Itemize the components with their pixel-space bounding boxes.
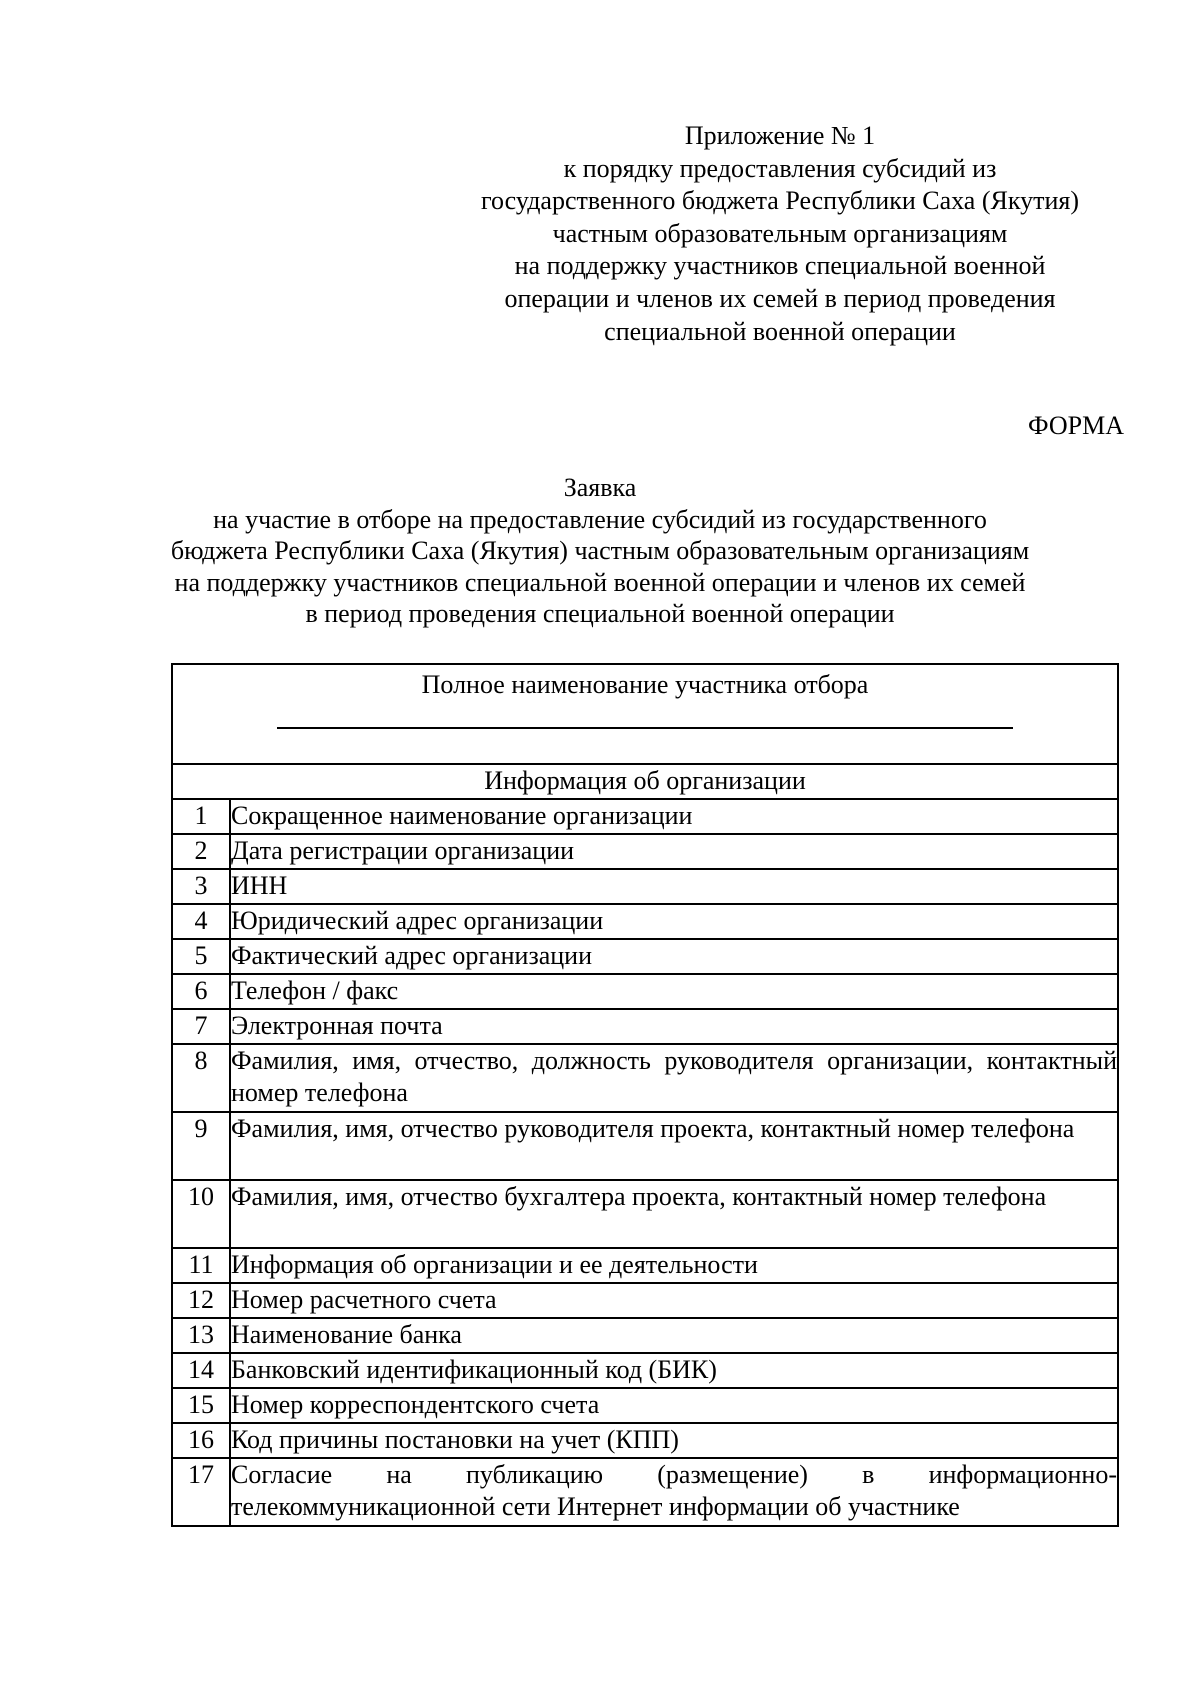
- row-number: 17: [172, 1458, 230, 1526]
- table-row: [172, 1283, 1118, 1318]
- row-number: 5: [172, 939, 230, 974]
- appendix-line: операции и членов их семей в период проведения: [504, 283, 1056, 313]
- table-row: [172, 1423, 1118, 1458]
- row-label: Согласие на публикацию (размещение) в информационно-телекоммуникационной сети Интернет информации об участнике: [230, 1458, 1118, 1526]
- row-number: 7: [172, 1009, 230, 1044]
- appendix-title: Приложение № 1: [684, 121, 876, 150]
- row-label: Номер корреспондентского счета: [230, 1388, 1118, 1423]
- row-label: Информация об организации и ее деятельности: [230, 1248, 1118, 1283]
- row-number: 9: [172, 1112, 230, 1180]
- row-label: Электронная почта: [230, 1009, 1118, 1044]
- table-row: [172, 1458, 1118, 1526]
- form-label: ФОРМА: [1028, 411, 1124, 440]
- table-row: [172, 1353, 1118, 1388]
- row-label: Банковский идентификационный код (БИК): [230, 1353, 1118, 1388]
- row-label: Дата регистрации организации: [230, 834, 1118, 869]
- appendix-line: к порядку предоставления субсидий из: [563, 153, 997, 183]
- application-line: в период проведения специальной военной операции: [305, 599, 895, 628]
- row-number: 15: [172, 1388, 230, 1423]
- participant-name-line: [277, 727, 1013, 729]
- appendix-header: [440, 120, 1120, 348]
- appendix-line: на поддержку участников специальной военной: [514, 251, 1046, 281]
- row-number: 11: [172, 1248, 230, 1283]
- row-number: 16: [172, 1423, 230, 1458]
- table-row: [172, 799, 1118, 834]
- application-line: бюджета Республики Саха (Якутия) частным образовательным организациям: [170, 536, 1030, 565]
- table-row: [172, 869, 1118, 904]
- row-label: Код причины постановки на учет (КПП): [230, 1423, 1118, 1458]
- row-number: 14: [172, 1353, 230, 1388]
- row-label: Номер расчетного счета: [230, 1283, 1118, 1318]
- appendix-line: частным образовательным организациям: [552, 218, 1008, 248]
- row-number: 10: [172, 1180, 230, 1248]
- row-label: Фактический адрес организации: [230, 939, 1118, 974]
- application-form-table: [171, 663, 1119, 1527]
- appendix-line: государственного бюджета Республики Саха (Якутия): [480, 186, 1079, 216]
- table-row: [172, 1388, 1118, 1423]
- participant-name-label: Полное наименование участника отбора: [421, 670, 869, 699]
- row-number: 8: [172, 1044, 230, 1112]
- table-row: [172, 974, 1118, 1009]
- row-label: Фамилия, имя, отчество, должность руководителя организации, контактный номер телефона: [230, 1044, 1118, 1112]
- table-row: [172, 834, 1118, 869]
- row-number: 4: [172, 904, 230, 939]
- application-line: на участие в отборе на предоставление субсидий из государственного: [213, 504, 987, 534]
- participant-header-row: [172, 664, 1118, 764]
- row-label: Наименование банка: [230, 1318, 1118, 1353]
- application-title: Заявка: [563, 473, 637, 502]
- table-row: [172, 1009, 1118, 1044]
- row-number: 6: [172, 974, 230, 1009]
- appendix-line: специальной военной операции: [604, 316, 956, 346]
- table-row: [172, 1112, 1118, 1180]
- table-row: [172, 939, 1118, 974]
- row-label: Фамилия, имя, отчество бухгалтера проекта, контактный номер телефона: [230, 1180, 1118, 1248]
- row-label: Телефон / факс: [230, 974, 1118, 1009]
- table-row: [172, 1318, 1118, 1353]
- row-label: ИНН: [230, 869, 1118, 904]
- section-header-row: [172, 764, 1118, 799]
- row-number: 1: [172, 799, 230, 834]
- table-row: [172, 1248, 1118, 1283]
- application-heading: [120, 472, 1080, 630]
- table-row: [172, 1044, 1118, 1112]
- row-label: Сокращенное наименование организации: [230, 799, 1118, 834]
- participant-name-cell[interactable]: [172, 664, 1118, 764]
- row-number: 13: [172, 1318, 230, 1353]
- table-row: [172, 904, 1118, 939]
- row-number: 3: [172, 869, 230, 904]
- row-label: Юридический адрес организации: [230, 904, 1118, 939]
- section-header: Информация об организации: [172, 764, 1118, 799]
- row-number: 2: [172, 834, 230, 869]
- application-line: на поддержку участников специальной военной операции и членов их семей: [174, 567, 1026, 597]
- row-number: 12: [172, 1283, 230, 1318]
- table-row: [172, 1180, 1118, 1248]
- row-label: Фамилия, имя, отчество руководителя проекта, контактный номер телефона: [230, 1112, 1118, 1180]
